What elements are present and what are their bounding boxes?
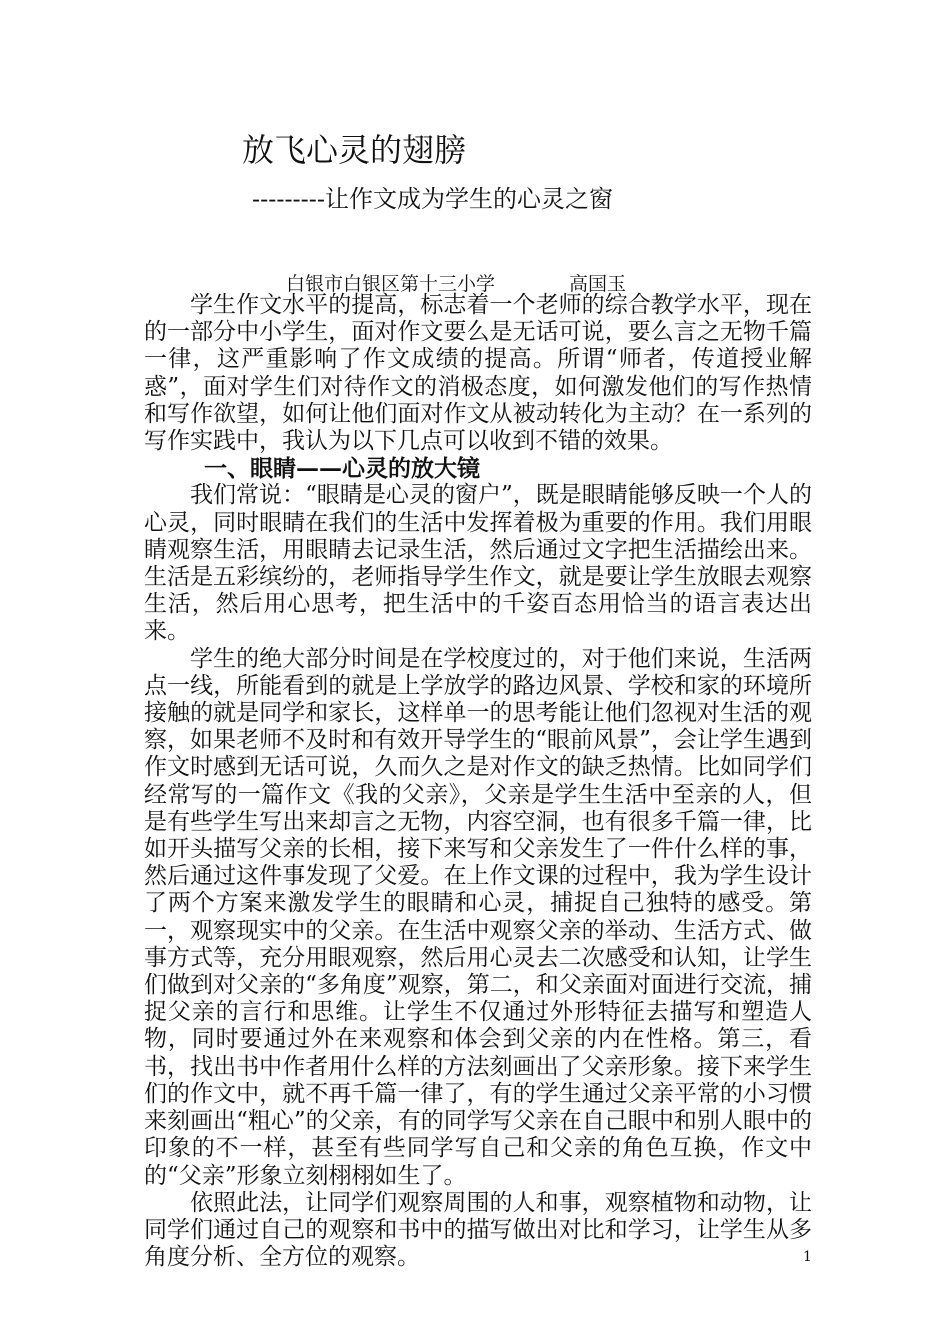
page-number: 1: [803, 1249, 812, 1265]
body-paragraph: 依照此法，让同学们观察周围的人和事，观察植物和动物，让同学们通过自己的观察和书中的描写做出对比和学习，让学生从多角度分析、全方位的观察。: [144, 1189, 812, 1271]
author-name: 高国玉: [569, 273, 627, 295]
document-subtitle: ---------让作文成为学生的心灵之窗: [252, 185, 613, 213]
document-title: 放飞心灵的翅膀: [242, 131, 467, 169]
document-body: [144, 292, 812, 1271]
body-paragraph: 我们常说：“眼睛是心灵的窗户”，既是眼睛能够反映一个人的心灵，同时眼睛在我们的生活中发挥着极为重要的作用。我们用眼睛观察生活，用眼睛去记录生活，然后通过文字把生活描绘出来。生活是五彩缤纷的，老师指导学生作文，就是要让学生放眼去观察生活，然后用心思考，把生活中的千姿百态用恰当的语言表达出来。: [144, 482, 812, 645]
section-heading: 一、眼睛——心灵的放大镜: [204, 455, 480, 483]
body-paragraph-intro: 学生作文水平的提高，标志着一个老师的综合教学水平，现在的一部分中小学生，面对作文要么是无话可说，要么言之无物千篇一律，这严重影响了作文成绩的提高。所谓“师者，传道授业解惑”，面对学生们对待作文的消极态度，如何激发他们的写作热情和写作欲望，如何让他们面对作文从被动转化为主动？在一系列的写作实践中，我认为以下几点可以收到不错的效果。: [144, 292, 812, 455]
body-paragraph: 学生的绝大部分时间是在学校度过的，对于他们来说，生活两点一线，所能看到的就是上学放学的路边风景、学校和家的环境所接触的就是同学和家长，这样单一的思考能让他们忽视对生活的观察，如果老师不及时和有效开导学生的“眼前风景”，会让学生遇到作文时感到无话可说，久而久之是对作文的缺乏热情。比如同学们经常写的一篇作文《我的父亲》，父亲是学生生活中至亲的人，但是有些学生写出来却言之无物，内容空洞，也有很多千篇一律，比如开头描写父亲的长相，接下来写和父亲发生了一件什么样的事，然后通过这件事发现了父爱。在上作文课的过程中，我为学生设计了两个方案来激发学生的眼睛和心灵，捕捉自己独特的感受。第一，观察现实中的父亲。在生活中观察父亲的举动、生活方式、做事方式等，充分用眼观察，然后用心灵去二次感受和认知，让学生们做到对父亲的“多角度”观察，第二，和父亲面对面进行交流，捕捉父亲的言行和思维。让学生不仅通过外形特征去描写和塑造人物，同时要通过外在来观察和体会到父亲的内在性格。第三，看书，找出书中作者用什么样的方法刻画出了父亲形象。接下来学生们的作文中，就不再千篇一律了，有的学生通过父亲平常的小习惯来刻画出“粗心”的父亲，有的同学写父亲在自己眼中和别人眼中的印象的不一样，甚至有些同学写自己和父亲的角色互换，作文中的“父亲”形象立刻栩栩如生了。: [144, 645, 812, 1189]
author-school: 白银市白银区第十三小学: [286, 273, 496, 295]
